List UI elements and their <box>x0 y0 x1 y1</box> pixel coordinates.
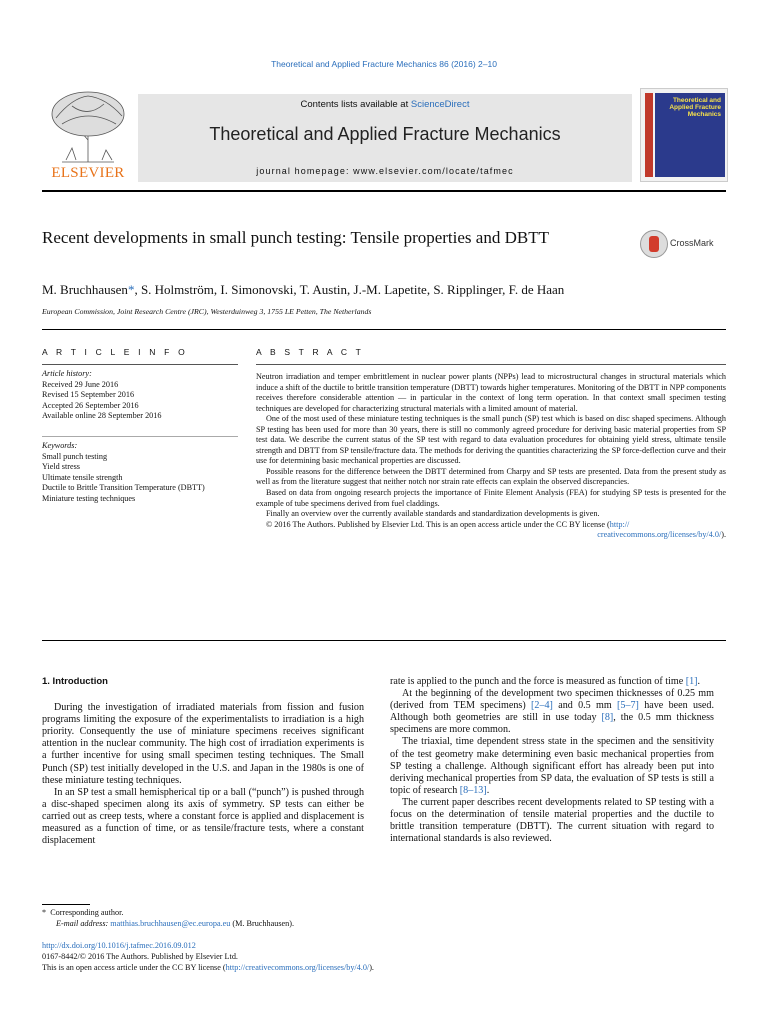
author-list <box>42 282 732 298</box>
footnote-email <box>42 918 442 929</box>
history-label: Article history: <box>42 369 92 378</box>
journal-homepage[interactable]: journal homepage: www.elsevier.com/locate/tafmec <box>256 166 514 176</box>
affiliation: European Commission, Joint Research Centre (JRC), Westerduinweg 3, 1755 LE Petten, The Netherlands <box>42 307 372 316</box>
abstract-paragraph: Neutron irradiation and temper embrittlement in nuclear power plants (NPPs) lead to microstructural changes in structural materials which induce a shift of the ductile to brittle transition temperature (DBTT) towards higher temperatures. Monitoring of the DBTT in NPP components receives therefore considerable attention — in particular in the context of long term operation. In that context small specimen testing techniques are developed for characterizing structural materials with a limited amount of material. <box>256 372 726 413</box>
abstract-paragraph: One of the most used of these miniature testing techniques is the small punch (SP) test which is based on disc shaped specimens. Although SP testing has been used for more than 30 years, there is still no commonly agreed procedure for deriving basic material properties from SP test data. We describe the current status of the SP test with regard to data evaluation procedures for obtaining yield stress, ultimate tensile strength and DBTT from SP tensile/fracture data. The methods for deriving the quantities characterizing the SP force-deflection curve and their use for determining basic mechanical properties are discussed. <box>256 414 726 466</box>
abstract-paragraph: Based on data from ongoing research projects the importance of Finite Element Analysis (FEA) for studying SP tests is presented for the example of tube specimens derived from fuel claddings. <box>256 488 726 508</box>
info-divider <box>42 329 726 330</box>
paragraph-text: At the beginning of the development two specimen thicknesses of 0.25 mm (derived from TEM specimens) <box>390 688 714 712</box>
keyword-item: Ductile to Brittle Transition Temperature (DBTT) <box>42 483 205 493</box>
abstract-paragraph: Possible reasons for the difference between the DBTT determined from Charpy and SP tests are presented. Data from the present study as well as from the literature suggest that neither notch nor strain rate effects can explain the observed discrepancies. <box>256 466 726 487</box>
history-revised: Revised 15 September 2016 <box>42 390 135 400</box>
footnote-mark: * <box>42 908 47 917</box>
footnote <box>42 907 442 929</box>
crossmark-badge[interactable] <box>640 230 730 260</box>
email-name: (M. Bruchhausen). <box>232 919 295 928</box>
cover-title: Theoretical and Applied Fracture Mechanics <box>669 97 721 118</box>
footnote-rule <box>42 904 90 905</box>
copyright-notice <box>256 520 726 531</box>
body-paragraph: The current paper describes recent developments related to SP testing with a focus on the determination of tensile material properties and the ductile to brittle transition temperature (DBTT). The current situation with regard to international standards is also reviewed. <box>390 796 714 845</box>
copyright-link-line <box>256 530 726 541</box>
keyword-item: Yield stress <box>42 462 80 472</box>
journal-header-box <box>138 94 632 182</box>
paragraph-text: , the 0.5 mm thickness specimens are more common. <box>390 712 714 736</box>
issn-line: 0167-8442/© 2016 The Authors. Published by Elsevier Ltd. <box>42 952 238 961</box>
crossmark-label: CrossMark <box>670 238 714 248</box>
keywords <box>42 441 238 505</box>
history-online: Available online 28 September 2016 <box>42 411 162 421</box>
section-heading-introduction: 1. Introduction <box>42 676 108 687</box>
paragraph-text: . <box>697 676 701 687</box>
license-close: ). <box>369 963 374 972</box>
license-text: This is an open access article under the CC BY license ( <box>42 963 226 972</box>
copyright-text: © 2016 The Authors. Published by Elsevier Ltd. This is an open access article under the CC BY license ( <box>266 519 610 529</box>
citation-link[interactable]: [2–4] <box>531 700 553 712</box>
keyword-item: Small punch testing <box>42 451 108 461</box>
abstract-rule <box>256 364 726 365</box>
corresponding-author-mark[interactable]: * <box>127 282 135 297</box>
body-paragraph: During the investigation of irradiated materials from fission and fusion programs limiting the exposure of the experimentalists to irradiation is a high priority. Consequently the use of miniature specimens receives significant attention in the nuclear community. The high cost of irradiation experiments is a further incentive for using small specimen testing techniques. The Small Punch (SP) test initially developed in the U.S. and Japan in the 1980s is one of these miniature testing techniques. <box>42 702 364 786</box>
abstract-end-divider <box>42 640 726 641</box>
copyright-close: ). <box>721 530 726 540</box>
body-paragraph <box>390 688 714 736</box>
keyword-item: Ultimate tensile strength <box>42 472 123 482</box>
email-label: E-mail address: <box>56 919 109 928</box>
history-received: Received 29 June 2016 <box>42 379 119 389</box>
history-accepted: Accepted 26 September 2016 <box>42 400 139 410</box>
paragraph-text: and 0.5 mm <box>552 700 618 712</box>
body-paragraph <box>390 676 714 688</box>
publication-info <box>42 940 542 973</box>
email-link[interactable]: matthias.bruchhausen@ec.europa.eu <box>110 919 231 928</box>
license-link-part-a[interactable]: http:// <box>609 519 630 529</box>
body-column-right <box>390 676 714 845</box>
license-link-part-b[interactable]: creativecommons.org/licenses/by/4.0/ <box>597 530 722 540</box>
journal-header <box>42 88 726 184</box>
citation-link[interactable]: [5–7] <box>617 700 639 712</box>
elsevier-tree-icon <box>42 88 134 164</box>
article-info-heading: A R T I C L E I N F O <box>42 347 188 357</box>
header-divider <box>42 190 726 192</box>
keywords-label: Keywords: <box>42 441 78 450</box>
doi-link[interactable]: http://dx.doi.org/10.1016/j.tafmec.2016.09.012 <box>42 941 196 950</box>
keywords-rule <box>42 436 238 437</box>
citation-link[interactable]: [1] <box>685 676 698 687</box>
paragraph-text: have been used. Although both geometries are still in use today <box>390 700 714 724</box>
elsevier-wordmark: ELSEVIER <box>51 165 125 181</box>
abstract-body <box>256 372 726 541</box>
journal-citation[interactable]: Theoretical and Applied Fracture Mechanics 86 (2016) 2–10 <box>271 59 497 69</box>
other-authors: , S. Holmström, I. Simonovski, T. Austin, J.-M. Lapetite, S. Ripplinger, F. de Haan <box>134 282 565 297</box>
first-author: M. Bruchhausen <box>42 282 128 297</box>
footnote-corresponding <box>42 907 442 918</box>
paragraph-text: The triaxial, time dependent stress state in the specimen and the sensitivity of the test geometry make determining even basic mechanical properties from SP testing a challenge. Although significant effort has already been put into deriving mechanical properties from SP data, the evaluation of SP tests is still a topic of research <box>390 736 714 796</box>
contents-line <box>138 99 632 110</box>
abstract-paragraph: Finally an overview over the currently available standards and standardization developments is given. <box>266 509 600 519</box>
body-column-left <box>42 676 364 847</box>
article-history <box>42 369 238 422</box>
paragraph-text: rate is applied to the punch and the force is measured as function of time <box>390 676 686 687</box>
abstract-heading: A B S T R A C T <box>256 347 365 357</box>
journal-cover[interactable] <box>640 88 728 182</box>
paragraph-text: . <box>486 784 490 796</box>
crossmark-icon <box>640 230 668 258</box>
body-paragraph <box>390 736 714 796</box>
license-link[interactable]: http://creativecommons.org/licenses/by/4.0/ <box>225 963 370 972</box>
keyword-item: Miniature testing techniques <box>42 493 136 503</box>
body-paragraph: In an SP test a small hemispherical tip or a ball (“punch”) is pushed through a disc-shaped specimen along its axis of symmetry. SP tests can either be carried out as creep tests, where a constant force is applied and displacement is measured as a function of time, or as tensile/fracture tests, where a constant displacement <box>42 786 364 847</box>
cover-strip <box>645 93 653 177</box>
cover-art <box>655 93 725 177</box>
footnote-text: Corresponding author. <box>50 908 124 917</box>
journal-title: Theoretical and Applied Fracture Mechanics <box>209 124 561 144</box>
license-line <box>42 962 542 973</box>
elsevier-logo[interactable] <box>42 88 134 184</box>
article-info-rule <box>42 364 238 365</box>
contents-prefix: Contents lists available at <box>300 99 411 110</box>
citation-link[interactable]: [8–13] <box>459 784 487 796</box>
citation-link[interactable]: [8] <box>601 712 614 724</box>
article-title: Recent developments in small punch testing: Tensile properties and DBTT <box>42 228 549 247</box>
sciencedirect-link[interactable]: ScienceDirect <box>410 99 470 110</box>
